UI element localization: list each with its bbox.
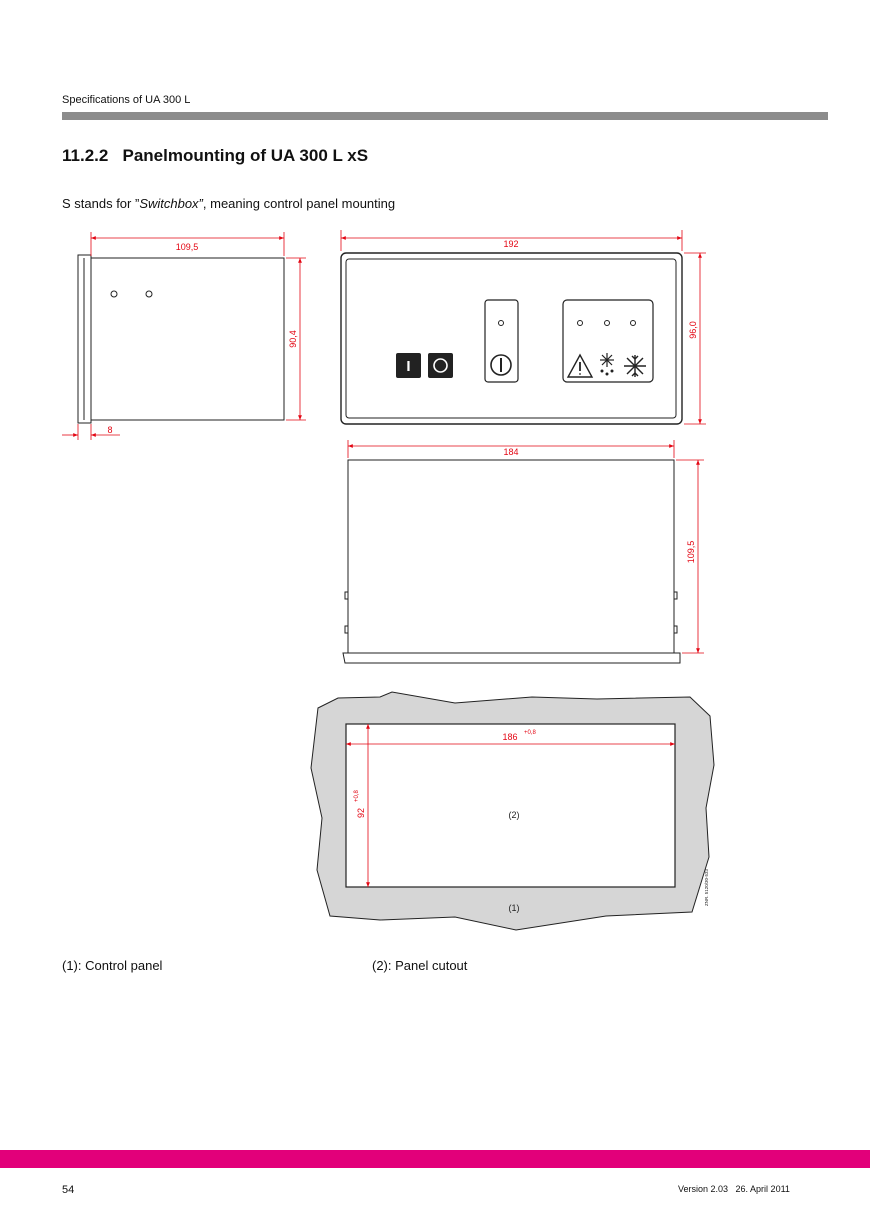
intro-suffix: , meaning control panel mounting — [202, 196, 396, 211]
top-bezel — [343, 653, 680, 663]
page-number: 54 — [62, 1184, 75, 1196]
footer-bar — [0, 1150, 870, 1168]
front-height-label: 96,0 — [688, 321, 698, 339]
top-width-label: 184 — [503, 447, 519, 457]
intro-prefix: S stands for ” — [62, 196, 140, 211]
cutout-label: (2) — [508, 810, 520, 820]
side-width-label: 109,5 — [175, 242, 199, 252]
section-title: Panelmounting of UA 300 L xS — [122, 146, 369, 165]
side-dimensions — [62, 232, 306, 440]
running-header: Specifications of UA 300 L — [62, 94, 191, 106]
intro-term: Switchbox” — [139, 196, 203, 211]
on-symbol: I — [406, 358, 411, 375]
snowflake-icon — [624, 355, 646, 377]
version-info: Version 2.03 26. April 2011 — [678, 1184, 790, 1194]
cutout-height-tolerance: +0,8 — [354, 790, 360, 802]
panel-label: (1) — [508, 903, 520, 913]
top-depth-label: 109,5 — [686, 540, 696, 564]
side-view — [78, 255, 284, 423]
side-height-label: 90,4 — [288, 330, 298, 348]
front-view — [341, 253, 682, 424]
side-bezel-label: 8 — [107, 425, 113, 435]
cutout-height-label: 92 — [356, 807, 366, 819]
section-number: 11.2.2 — [62, 146, 109, 165]
drawing-reference: ZNR. 5120/30-533 — [704, 868, 709, 906]
side-housing — [91, 258, 284, 420]
side-led-1 — [111, 291, 117, 297]
front-width-label: 192 — [503, 239, 519, 249]
legend-panel-cutout: (2): Panel cutout — [372, 958, 468, 973]
panel-cutout — [346, 724, 675, 887]
top-housing — [348, 460, 674, 653]
side-led-2 — [146, 291, 152, 297]
top-dimensions — [348, 440, 704, 653]
cutout-width-label: 186 — [502, 732, 518, 742]
cutout-width-tolerance: +0,8 — [524, 730, 536, 736]
off-button — [428, 353, 453, 378]
top-view — [343, 460, 680, 663]
legend-control-panel: (1): Control panel — [62, 958, 163, 973]
